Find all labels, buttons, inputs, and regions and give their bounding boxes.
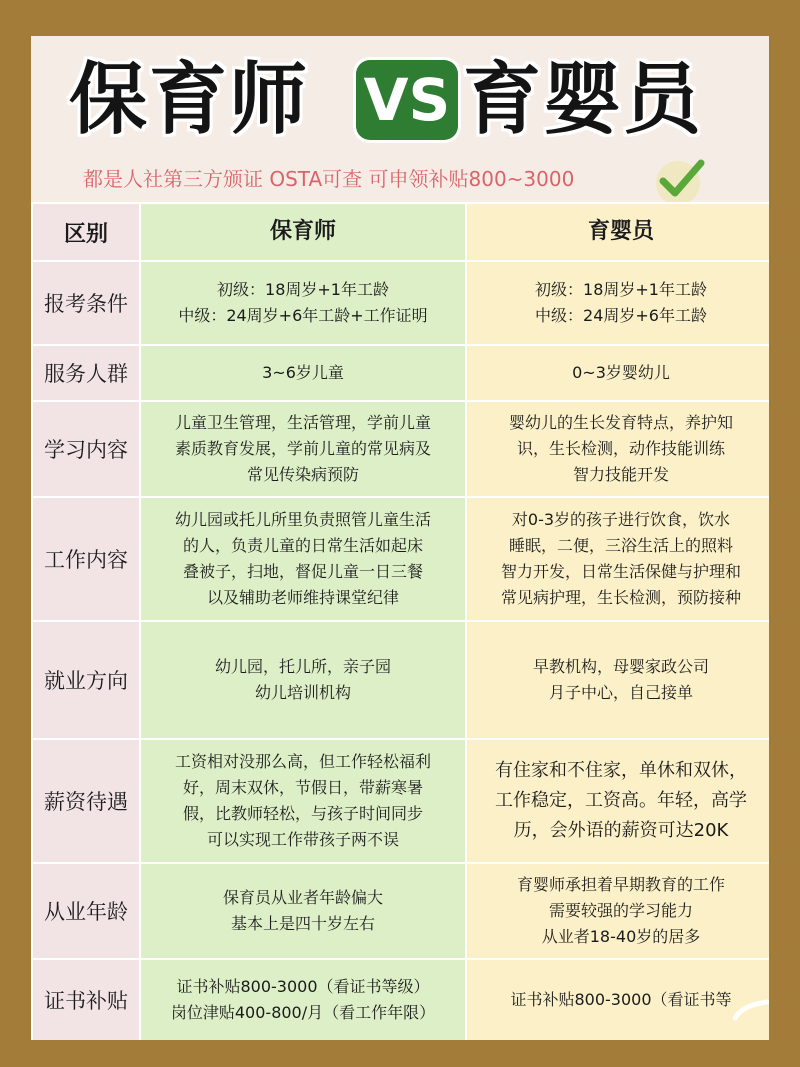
table-header-row: [32, 203, 769, 261]
row-col-b: [466, 739, 769, 863]
cell-line: 素质教育发展，学前儿童的常见病及: [174, 439, 431, 458]
cell-line: 以及辅助老师维持课堂纪律: [206, 588, 399, 607]
cell-line: 儿童卫生管理，生活管理，学前儿童: [174, 413, 431, 432]
cell-line: 识，生长检测，动作技能训练: [516, 439, 725, 458]
comparison-card: [31, 36, 769, 1040]
row-label: 证书补贴: [32, 959, 140, 1040]
cell-line: 幼儿园，托儿所，亲子园: [214, 657, 391, 676]
watermark-icon: [731, 996, 769, 1026]
cell-line: 历，会外语的薪资可达20K: [513, 820, 729, 841]
cell-line: 幼儿培训机构: [254, 683, 351, 702]
row-col-a: [140, 863, 466, 959]
row-label: 服务人群: [32, 345, 140, 401]
row-col-b: [466, 401, 769, 497]
header-label: 区别: [32, 203, 140, 261]
header-col-a: 保育师: [140, 203, 466, 261]
table-row: [32, 261, 769, 345]
cell-line: 初级：18周岁+1年工龄: [217, 280, 389, 299]
row-col-a: [140, 401, 466, 497]
row-col-b: [466, 497, 769, 621]
cell-line: 月子中心，自己接单: [548, 683, 693, 702]
cell-line: 工资相对没那么高，但工作轻松福利: [174, 752, 431, 771]
vs-badge: VS: [356, 60, 458, 140]
row-col-b: [466, 345, 769, 401]
row-col-a: [140, 261, 466, 345]
cell-line: 好，周末双休，节假日，带薪寒暑: [182, 778, 423, 797]
cell-line: 从业者18-40岁的居多: [541, 927, 701, 946]
cell-line: 睡眠，二便，三浴生活上的照料: [508, 536, 733, 555]
row-col-b: [466, 621, 769, 739]
row-col-a: [140, 345, 466, 401]
table-row: [32, 621, 769, 739]
title-right: 育婴员: [463, 55, 704, 145]
row-col-a: [140, 621, 466, 739]
cell-line: 0~3岁婴幼儿: [572, 363, 670, 382]
cell-line: 常见传染病预防: [246, 465, 359, 484]
header: [31, 36, 769, 200]
row-col-a: [140, 739, 466, 863]
checkmark-icon: [651, 151, 709, 209]
row-col-b: [466, 959, 769, 1040]
subtitle: 都是人社第三方颁证 OSTA可查 可申领补贴800~3000: [83, 167, 575, 191]
cell-line: 假，比教师轻松，与孩子时间同步: [182, 804, 423, 823]
cell-line: 早教机构，母婴家政公司: [532, 657, 709, 676]
cell-line: 证书补贴800-3000（看证书等: [510, 990, 732, 1009]
header-col-b: 育婴员: [466, 203, 769, 261]
table-row: [32, 959, 769, 1040]
row-label: 工作内容: [32, 497, 140, 621]
row-col-a: [140, 959, 466, 1040]
title-row: [31, 46, 769, 154]
cell-line: 需要较强的学习能力: [548, 901, 693, 920]
cell-line: 岗位津贴400-800/月（看工作年限）: [170, 1003, 436, 1022]
table-row: [32, 401, 769, 497]
cell-line: 智力开发，日常生活保健与护理和: [500, 562, 741, 581]
cell-line: 证书补贴800-3000（看证书等级）: [176, 977, 430, 996]
cell-line: 工作稳定，工资高。年轻，高学: [495, 790, 747, 811]
cell-line: 对0-3岁的孩子进行饮食，饮水: [511, 510, 731, 529]
cell-line: 基本上是四十岁左右: [230, 914, 375, 933]
row-label: 就业方向: [32, 621, 140, 739]
cell-line: 保育员从业者年龄偏大: [222, 888, 383, 907]
table-row: [32, 345, 769, 401]
title-left: 保育师: [69, 55, 310, 145]
cell-line: 智力技能开发: [572, 465, 669, 484]
cell-line: 的人，负责儿童的日常生活如起床: [182, 536, 423, 555]
row-label: 报考条件: [32, 261, 140, 345]
comparison-table: [31, 202, 769, 1040]
cell-line: 3~6岁儿童: [262, 363, 344, 382]
row-label: 从业年龄: [32, 863, 140, 959]
cell-line: 常见病护理，生长检测，预防接种: [500, 588, 741, 607]
table-row: [32, 739, 769, 863]
cell-line: 育婴师承担着早期教育的工作: [516, 875, 725, 894]
cell-line: 幼儿园或托儿所里负责照管儿童生活: [174, 510, 431, 529]
row-label: 学习内容: [32, 401, 140, 497]
row-col-b: [466, 863, 769, 959]
table-row: [32, 497, 769, 621]
cell-line: 中级：24周岁+6年工龄: [535, 306, 707, 325]
cell-line: 婴幼儿的生长发育特点，养护知: [508, 413, 733, 432]
cell-line: 有住家和不住家，单休和双休，: [495, 760, 747, 781]
cell-line: 可以实现工作带孩子两不误: [206, 830, 399, 849]
cell-line: 中级：24周岁+6年工龄+工作证明: [178, 306, 428, 325]
row-label: 薪资待遇: [32, 739, 140, 863]
cell-line: 叠被子，扫地，督促儿童一日三餐: [182, 562, 423, 581]
cell-line: 初级：18周岁+1年工龄: [535, 280, 707, 299]
row-col-a: [140, 497, 466, 621]
table-row: [32, 863, 769, 959]
row-col-b: [466, 261, 769, 345]
